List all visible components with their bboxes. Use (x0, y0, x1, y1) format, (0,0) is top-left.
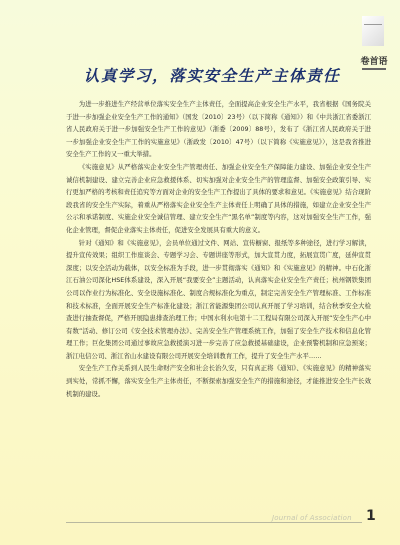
article-paragraph: 为进一步推进生产经营单位落实安全生产主体责任，全面提高企业安全生产水平，我省根据《国务院关于进一步加强企业安全生产工作的通知》（国发〔2010〕23号）（以下简称《通知》）和《中共浙江省委浙江省人民政府关于进一步加强安全生产工作的意见》（浙委〔2009〕88号），发布了《浙江省人民政府关于进一步加强企业安全生产工作的实施意见》（浙政发〔2010〕47号）（以下简称《实施意见》），这是我省推进安全生产工作的又一重大举措。 (66, 100, 371, 159)
page-number: 1 (366, 508, 376, 524)
corner-divider (364, 24, 382, 25)
article-paragraph: 《实施意见》从严格落实企业安全生产管理责任、加强企业安全生产保障能力建设、加强企业安全生产诚信机制建设、建立完善企业应急救援体系、切实加强对企业安全生产的管理监督、加强安全政策引导、实行更加严格的考核和责任追究等方面对企业的安全生产工作提出了具体的要求和意见。《实施意见》结合现阶段我省的安全生产实际，着重从严格落实企业安全生产主体责任上明确了具体的措施，如建立企业安全生产公示和承诺制度、实施企业安全诚信管理、建立安全生产“黑名单”制度等内容，这对加强安全生产工作，强化企业管理，督促企业落实主体责任，促进安全发展具有重大的意义。 (66, 162, 371, 234)
footer-rule (66, 522, 362, 523)
page-corner-fold (362, 16, 384, 46)
article-paragraph: 安全生产工作关系到人民生命财产安全和社会长治久安，只有真正将《通知》、《实施意见》的精神落实到实处，常抓不懈，落实安全生产主体责任，不断探索加强安全生产的措施和途径，才能推进安全生产长效机制的建设。 (66, 364, 371, 398)
article-title: 认真学习，落实安全生产主体责任 (83, 66, 341, 85)
column-label-rule (362, 68, 386, 70)
journal-name: Journal of Association (272, 514, 352, 522)
article-paragraph: 针对《通知》和《实施意见》，会员单位通过文件、网站、宣传橱窗、报纸等多种途径，进行学习解读，提升宣传效果；组织工作座谈会、专题学习会、专题讲座等形式，加大宣贯力度，拓展宣贯广度，延伸宣贯深度；以安全活动为载体，以安全标准为手段，进一步贯彻落实《通知》和《实施意见》的精神。中石化浙江石油公司深化HSE体系建设，深入开展“我要安全”主题活动，认真落实企业安全生产责任；杭州钢铁集团公司以作业行为标准化、安全设施标准化、制度合规标准化为重点，制定完善安全生产管理标准、工作标准和技术标准，全面开展安全生产标准化建设；浙江省能源集团公司认真开展了学习培训，结合秋季安全大检查进行抽查督促，严格开展隐患排查治理工作；中国水利水电第十二工程局有限公司深入开展“安全生产心中有数”活动、修订公司《安全技术管理办法》、完善安全生产管理系统工作，加强了安全生产技术和信息化管理工作；巨化集团公司通过事故应急救援演习进一步完善了应急救援基础建设，企业预警机制和应急预案；浙江电信公司、浙江省山水建设有限公司开展安全培训教育工作，提升了安全生产水平…… (66, 238, 371, 360)
article-body (66, 98, 371, 400)
column-label: 卷首语 (360, 57, 388, 67)
